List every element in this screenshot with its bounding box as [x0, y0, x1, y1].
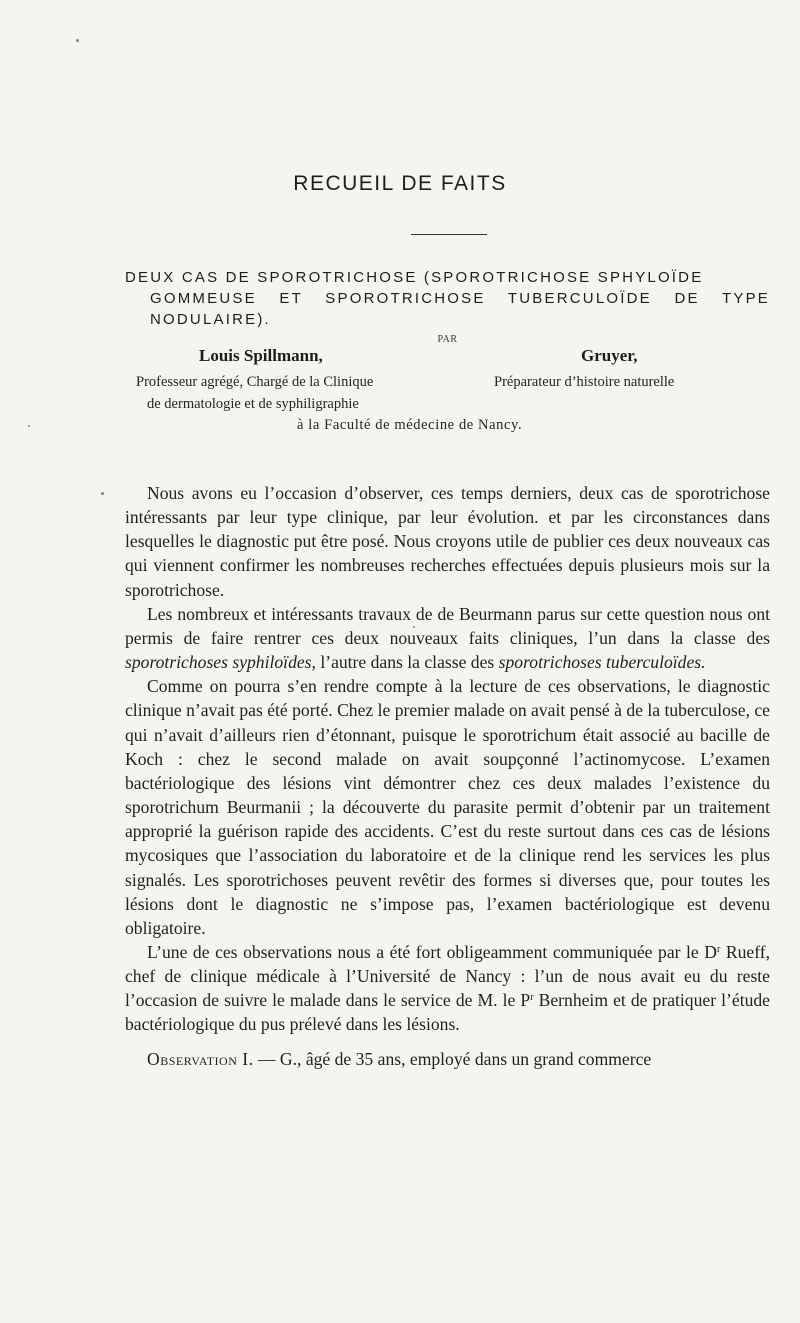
title-divider: [411, 234, 487, 235]
author-affiliation-spillmann-2: de dermatologie et de syphiligraphie: [147, 396, 359, 412]
article-title-line-2: GOMMEUSE ET SPOROTRICHOSE TUBERCULOÏDE DE TYPE: [150, 290, 770, 307]
author-affiliation-spillmann-1: Professeur agrégé, Chargé de la Clinique: [136, 374, 374, 390]
article-title: [125, 267, 770, 330]
section-title: RECUEIL DE FAITS: [293, 172, 507, 195]
author-affiliation-gruyer: Préparateur d’histoire naturelle: [494, 374, 675, 390]
article-title-line-1: DEUX CAS DE SPOROTRICHOSE (SPOROTRICHOSE SPHYLOÏDE: [125, 269, 704, 286]
par-label: PAR: [437, 334, 458, 345]
author-name-gruyer: Gruyer,: [581, 346, 638, 365]
observation-label: Observation I.: [147, 1048, 254, 1069]
observation-text: — G., âgé de 35 ans, employé dans un grand commerce: [253, 1048, 652, 1069]
author-name-spillmann: Louis Spillmann,: [199, 346, 323, 365]
paper-speck: [413, 626, 415, 628]
observation-heading: [125, 1047, 770, 1071]
faculty-affiliation: à la Faculté de médecine de Nancy.: [297, 417, 523, 433]
article-title-line-3: NODULAIRE).: [150, 311, 271, 328]
italic-term-syphiloides: sporotrichoses syphiloïdes,: [125, 652, 316, 673]
paragraph-4: L’une de ces observations nous a été fort obligeamment communiquée par le $D^r$ Rueff, chef de clinique médicale à l’Université de Nancy : l’un de nous avait eu du reste l’occasion de suivre le malade dans le service de M. le $P^r$ Bernheim et de pratiquer l’étude bactériologique du pus prélevé dans les lésions.: [125, 941, 770, 1035]
italic-term-tuberculoides: sporotrichoses tuberculoïdes.: [498, 652, 706, 673]
paper-speck: [76, 39, 79, 42]
paper-speck: [101, 492, 104, 495]
paragraph-3: Comme on pourra s’en rendre compte à la lecture de ces observations, le diagnostic clinique n’avait pas été porté. Chez le premier malade on avait pensé à de la tuberculose, ce qui n’avait d’ailleurs rien d’étonnant, puisque le sporotrichum était associé au bacille de Koch : chez le second malade on avait soupçonné l’actinomycose. L’examen bactériologique des lésions vint démontrer chez ces deux malades l’existence du sporotrichum Beurmanii ; la découverte du parasite permit d’obtenir par un traitement approprié la guérison rapide des accidents. C’est du reste surtout dans ces cas de lésions mycosiques que l’association du laboratoire et de la clinique rend les services les plus signalés. Les sporotrichoses peuvent revêtir des formes si diverses que, pour toutes les lésions dont le diagnostic ne s’impose pas, l’examen bactériologique est devenu obligatoire.: [125, 676, 770, 938]
paragraph-1: Nous avons eu l’occasion d’observer, ces temps derniers, deux cas de sporotrichose intéressants par leur type clinique, par leur évolution. et par les circonstances dans lesquelles le diagnostic put être posé. Nous croyons utile de publier ces deux nouveaux cas qui viennent confirmer les nombreuses recherches effectuées depuis plusieurs mois sur la sporotrichose.: [125, 483, 770, 600]
paper-speck: [28, 425, 30, 427]
paragraph-2: Les nombreux et intéressants travaux de de Beurmann parus sur cette question nous ont permis de faire rentrer ces deux nouveaux faits cliniques, l’un dans la classe des sporotrichoses syphiloïdes, l’autre dans la classe des sporotrichoses tuberculoïdes.: [125, 603, 770, 673]
article-body: [125, 481, 770, 1071]
